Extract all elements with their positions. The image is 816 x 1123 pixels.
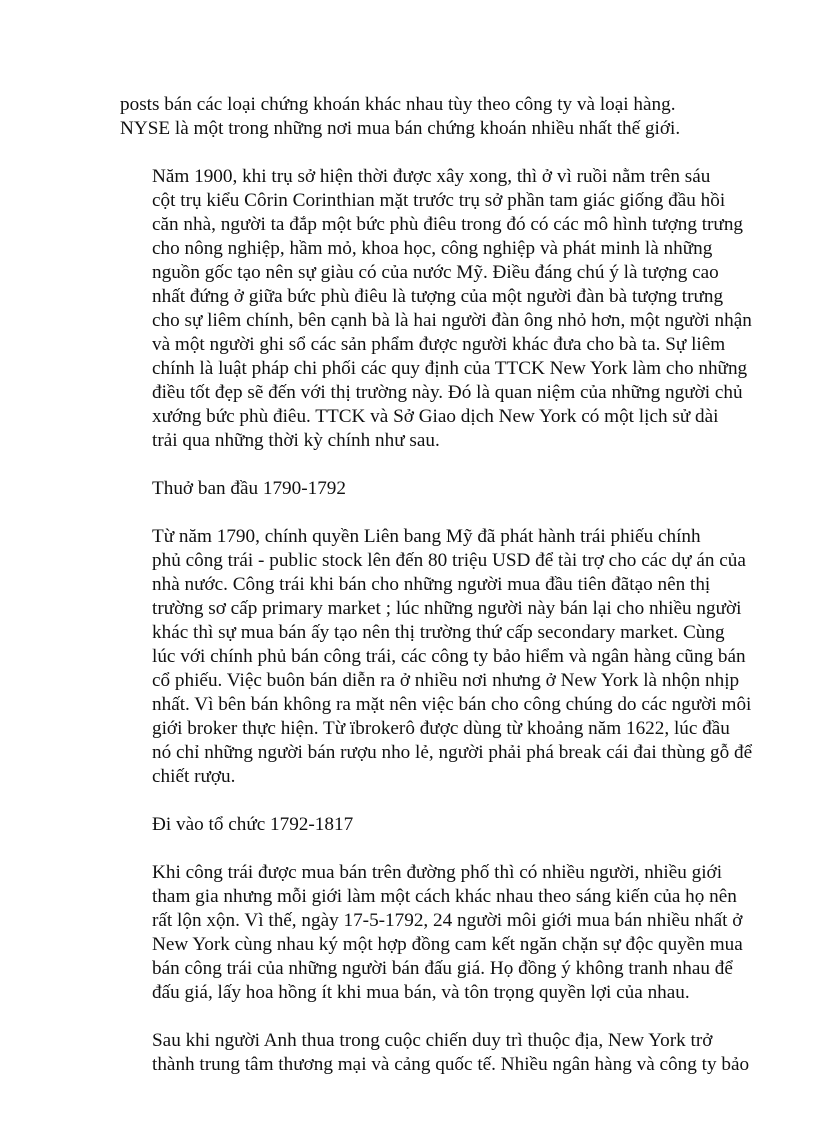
text-line: lúc với chính phủ bán công trái, các công ty bảo hiểm và ngân hàng cũng bán (152, 646, 746, 667)
text-line: cho nông nghiệp, hầm mỏ, khoa học, công nghiệp và phát minh là những (152, 238, 713, 259)
paragraph-nyse-posts (120, 93, 710, 141)
text-line: nó chỉ những người bán rượu nho lẻ, người phải phá break cái đai thùng gỗ để (152, 742, 753, 763)
paragraph-new-york-trade-center (120, 1029, 750, 1077)
text-line: thành trung tâm thương mại và cảng quốc tế. Nhiều ngân hàng và công ty bảo (152, 1054, 750, 1075)
text-line: giới broker thực hiện. Từ ïbrokerô được dùng từ khoảng năm 1622, lúc đầu (152, 718, 730, 739)
text-line: New York cùng nhau ký một hợp đồng cam kết ngăn chặn sự độc quyền mua (152, 934, 743, 955)
text-line: Năm 1900, khi trụ sở hiện thời được xây xong, thì ở vì ruồi nằm trên sáu (152, 166, 711, 187)
text-line: điều tốt đẹp sẽ đến với thị trường này. Đó là quan niệm của những người chủ (152, 382, 743, 403)
text-line: Thuở ban đầu 1790-1792 (152, 478, 346, 499)
text-line: chiết rượu. (152, 766, 236, 787)
section-heading-organization (120, 813, 710, 837)
text-line: cột trụ kiểu Côrin Corinthian mặt trước trụ sở phần tam giác giống đầu hồi (152, 190, 726, 211)
text-line: chính là luật pháp chi phối các quy định của TTCK New York làm cho những (152, 358, 748, 379)
text-line: Từ năm 1790, chính quyền Liên bang Mỹ đã phát hành trái phiếu chính (152, 526, 701, 547)
text-line: rất lộn xộn. Vì thế, ngày 17-5-1792, 24 người môi giới mua bán nhiều nhất ở (152, 910, 743, 931)
text-line: cổ phiếu. Việc buôn bán diễn ra ở nhiều nơi nhưng ở New York là nhộn nhịp (152, 670, 740, 691)
text-line: khác thì sự mua bán ấy tạo nên thị trường thứ cấp secondary market. Cùng (152, 622, 725, 643)
text-line: và một người ghi sổ các sản phẩm được người khác đưa cho bà ta. Sự liêm (152, 334, 726, 355)
document-page (120, 93, 753, 1101)
text-line: nhà nước. Công trái khi bán cho những người mua đầu tiên đãtạo nên thị (152, 574, 711, 595)
text-line: nguồn gốc tạo nên sự giàu có của nước Mỹ. Điều đáng chú ý là tượng cao (152, 262, 719, 283)
text-line: NYSE là một trong những nơi mua bán chứng khoán nhiều nhất thế giới. (120, 118, 681, 139)
text-line: phủ công trái - public stock lên đến 80 triệu USD để tài trợ cho các dự án của (152, 550, 746, 571)
text-line: nhất. Vì bên bán không ra mặt nên việc bán cho công chúng do các người môi (152, 694, 752, 715)
text-line: nhất đứng ở giữa bức phù điêu là tượng của một người đàn bà tượng trưng (152, 286, 724, 307)
section-heading-early-period (120, 477, 710, 501)
text-line: bán công trái của những người bán đấu giá. Họ đồng ý không tranh nhau để (152, 958, 733, 979)
text-line: đấu giá, lấy hoa hồng ít khi mua bán, và tôn trọng quyền lợi của nhau. (152, 982, 690, 1003)
paragraph-brokers-agreement (120, 861, 743, 1005)
text-line: tham gia nhưng mỗi giới làm một cách khác nhau theo sáng kiến của họ nên (152, 886, 737, 907)
text-line: trường sơ cấp primary market ; lúc những người này bán lại cho nhiều người (152, 598, 742, 619)
text-line: căn nhà, người ta đắp một bức phù điêu trong đó có các mô hình tượng trưng (152, 214, 744, 235)
paragraph-public-stock (120, 525, 753, 789)
text-line: cho sự liêm chính, bên cạnh bà là hai người đàn ông nhỏ hơn, một người nhận (152, 310, 752, 331)
text-line: trải qua những thời kỳ chính như sau. (152, 430, 440, 451)
text-line: xướng bức phù điêu. TTCK và Sở Giao dịch New York có một lịch sử dài (152, 406, 719, 427)
text-line: posts bán các loại chứng khoán khác nhau tùy theo công ty và loại hàng. (120, 94, 676, 115)
text-line: Khi công trái được mua bán trên đường phố thì có nhiều người, nhiều giới (152, 862, 723, 883)
text-line: Đi vào tổ chức 1792-1817 (152, 814, 354, 835)
paragraph-relief-1900 (120, 165, 752, 453)
text-line: Sau khi người Anh thua trong cuộc chiến duy trì thuộc địa, New York trở (152, 1030, 713, 1051)
